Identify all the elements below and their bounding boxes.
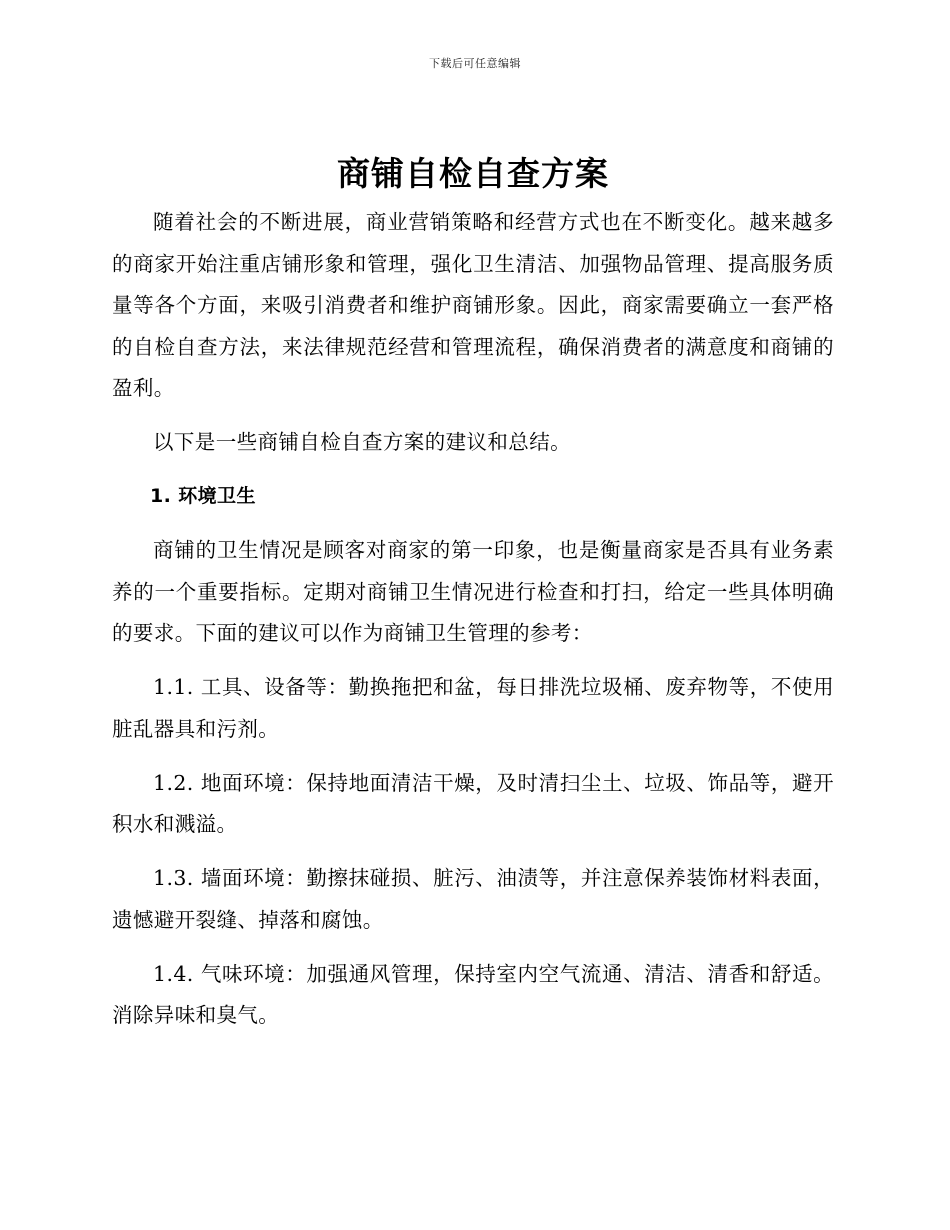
list-item-floor: 1.2. 地面环境：保持地面清洁干燥，及时清扫尘土、垃圾、饰品等，避开积水和溅溢。 (112, 770, 834, 836)
list-item-tools: 1.1. 工具、设备等：勤换拖把和盆，每日排洗垃圾桶、废弃物等，不使用脏乱器具和污剂。 (112, 675, 834, 741)
header-note: 下载后可任意编辑 (429, 57, 521, 70)
list-item-wall: 1.3. 墙面环境：勤擦抹碰损、脏污、油渍等，并注意保养装饰材料表面，遗憾避开裂缝、掉落和腐蚀。 (112, 866, 834, 932)
page-title: 商铺自检自查方案 (337, 154, 609, 193)
summary-paragraph: 以下是一些商铺自检自查方案的建议和总结。 (153, 430, 571, 454)
list-item-air: 1.4. 气味环境：加强通风管理，保持室内空气流通、清洁、清香和舒适。消除异味和臭气。 (112, 961, 834, 1027)
document-body (112, 148, 834, 1037)
section-heading-environment: 1. 环境卫生 (150, 485, 256, 507)
section-intro-paragraph: 商铺的卫生情况是顾客对商家的第一印象，也是衡量商家是否具有业务素养的一个重要指标。定期对商铺卫生情况进行检查和打扫，给定一些具体明确的要求。下面的建议可以作为商铺卫生管理的参考： (112, 538, 834, 645)
intro-paragraph: 随着社会的不断进展，商业营销策略和经营方式也在不断变化。越来越多的商家开始注重店铺形象和管理，强化卫生清洁、加强物品管理、提高服务质量等各个方面，来吸引消费者和维护商铺形象。因此，商家需要确立一套严格的自检自查方法，来法律规范经营和管理流程，确保消费者的满意度和商铺的盈利。 (112, 210, 834, 400)
